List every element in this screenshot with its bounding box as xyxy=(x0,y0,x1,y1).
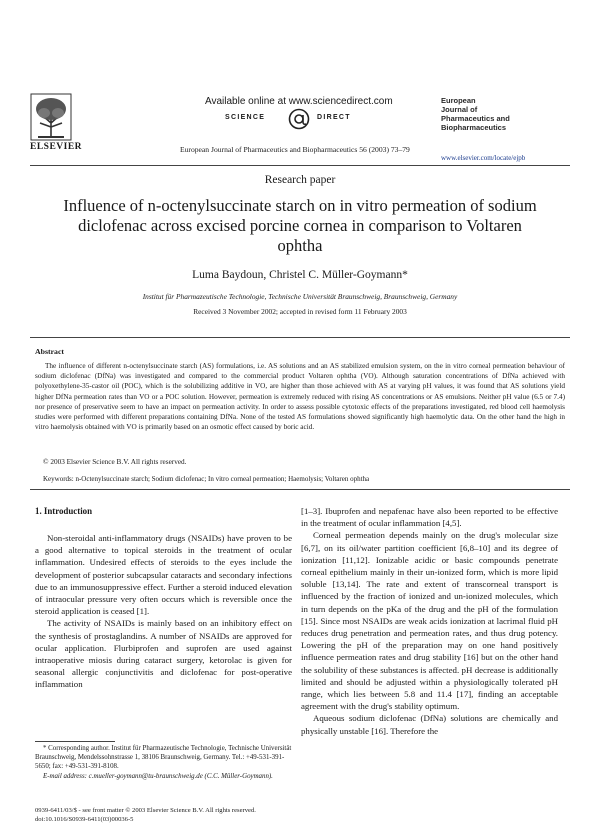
email-note: E-mail address: c.mueller-goymann@tu-braunschweig.de (C.C. Müller-Goymann). xyxy=(43,772,273,780)
sd-left-text: SCIENCE xyxy=(225,114,266,121)
body-paragraph: [1–3]. Ibuprofen and nepafenac have also been reported to be effective in the treatment of ocular inflammation [4,5]. xyxy=(301,506,558,529)
abstract-heading: Abstract xyxy=(35,347,65,356)
section-heading: 1. Introduction xyxy=(35,506,93,516)
received-dates: Received 3 November 2002; accepted in revised form 11 February 2003 xyxy=(193,307,407,316)
affiliation: Institut für Pharmazeutische Technologie, Technische Universität Braunschweig, Braunschweig, Germany xyxy=(142,292,458,301)
at-sign-icon xyxy=(285,108,313,130)
journal-citation: European Journal of Pharmaceutics and Biopharmaceutics 56 (2003) 73–79 xyxy=(180,145,410,154)
elsevier-tree-logo-icon xyxy=(30,93,72,141)
abstract-text: The influence of different n-octenylsuccinate starch (AS) formulations, i.e. AS solutions and an AS stabilized emulsion system, on the in vitro corneal permeation behaviour of sodium diclofenac (DfNa) was investigated and compared to the commercial product Voltaren ophtha (VO). Although saturation concentrations of DfNa achieved with polyoxethylene-35-castor oil (POC), which is the solubilizing additive in VO, are higher than those achieved with AS at varying pH values, it was found that AS solutions yield higher DfNa permeation rates than VO or a POC solution. However, permeation is extremely reduced with rising AS concentrations or AS emulsions. Neither pH value (6.5 or 7.4) nor presence of preservative seem to have an impact on permeation activity. In order to assess possible cytotoxic effects of the preparations investigated, red blood cell haemolysis studies were performed with different preparations containing DfNa. None of the tested AS formulations showed significantly high haemolytic data. On the other hand the high in vitro haemolysis obtained with VO is primarily based on an osmotic effect caused by boric acid. xyxy=(35,362,565,432)
abstract-top-rule xyxy=(30,337,570,338)
article-authors: Luma Baydoun, Christel C. Müller-Goymann* xyxy=(192,269,408,281)
publisher-name: ELSEVIER xyxy=(30,142,83,152)
copyright-line: © 2003 Elsevier Science B.V. All rights reserved. xyxy=(43,458,187,466)
bottom-info xyxy=(35,806,256,824)
sciencedirect-logo xyxy=(225,108,375,130)
article-title: Influence of n-octenylsuccinate starch on in vitro permeation of sodium diclofenac across excised porcine cornea in comparison to Voltaren ophtha xyxy=(63,196,537,255)
journal-title-box xyxy=(441,96,549,132)
footnote xyxy=(35,744,292,781)
footnote-rule xyxy=(35,741,115,742)
abstract-bottom-rule xyxy=(30,489,570,490)
header-rule xyxy=(30,165,570,166)
journal-url-link[interactable]: www.elsevier.com/locate/ejpb xyxy=(441,154,526,162)
doi-line: doi:10.1016/S0939-6411(03)00036-5 xyxy=(35,816,134,823)
body-paragraph: Aqueous sodium diclofenac (DfNa) solutions are chemically and physically unstable [16]. Therefore the xyxy=(301,713,558,736)
issn-line: 0939-6411/03/$ - see front matter © 2003 Elsevier Science B.V. All rights reserved. xyxy=(35,807,256,814)
journal-box-line: Biopharmaceutics xyxy=(441,123,507,132)
journal-box-line: European xyxy=(441,96,476,105)
left-column xyxy=(35,532,292,691)
keywords-line: Keywords: n-Octenylsuccinate starch; Sodium diclofenac; In vitro corneal permeation; Haemolysis; Voltaren ophtha xyxy=(43,475,370,483)
body-paragraph: Non-steroidal anti-inflammatory drugs (NSAIDs) have proven to be a good alternative to topical steroids in the treatment of ocular inflammation. Undesired effects of steroids to the eyes include the development of posterior subcapsular cataracts and secondary infections due to an immunosuppressive effect. Further a steroid induced elevation of intraocular pressure very often occurs which is reversible once the steroid application is ceased [1]. xyxy=(35,533,292,617)
body-paragraph: The activity of NSAIDs is mainly based on an inhibitory effect on the synthesis of prostaglandins. A number of NSAIDs are approved for ocular application. Flurbiprofen and suprofen are used against intraoperative miosis during cataract surgery, ketorolac is given for seasonal allergic conjunctivitis and diclofenac for post-operative inflammation xyxy=(35,618,292,690)
available-online-text: Available online at www.sciencedirect.com xyxy=(205,96,393,107)
right-column xyxy=(301,505,558,737)
sd-right-text: DIRECT xyxy=(317,114,351,121)
journal-box-line: Journal of xyxy=(441,105,478,114)
journal-box-line: Pharmaceutics and xyxy=(441,114,510,123)
corresponding-author-note: * Corresponding author. Institut für Pharmazeutische Technologie, Technische Universität Braunschweig, Mendelssohnstrasse 1, 38106 Braunschweig, Germany. Tel.: +49-531-391-5650; fax: +49-531-391-8108. xyxy=(35,745,292,771)
body-paragraph: Corneal permeation depends mainly on the drug's molecular size [6,7], on its oil/water partition coefficient [6,8–10] and its degree of ionization [11,12]. Ionizable acidic or basic compounds penetrate corneal epithelium mainly in their un-ionized form, which is more lipid soluble [13,14]. The rate and extent of transcorneal transport is influenced by the fraction of ionized and un-ionized molecules, which in turn depends on the pKa of the drug and the pH of the formulation [15]. Since most NSAIDs are weak acids ionization at lacrimal fluid pH reduces drug penetration and permeation rates, and thus drug potency. Lowering the pH of the preparation may on one hand positively influence permeation rates and drug stability [16] but on the other hand the solubility of these substances is affected. pH decrease is additionally limited and should be adjusted within a physiologically tolerated pH range, which lies between 5.8 and 11.4 [17], finding an acceptable agreement with the drug's stability optimum. xyxy=(301,530,558,712)
article-type: Research paper xyxy=(264,174,336,186)
